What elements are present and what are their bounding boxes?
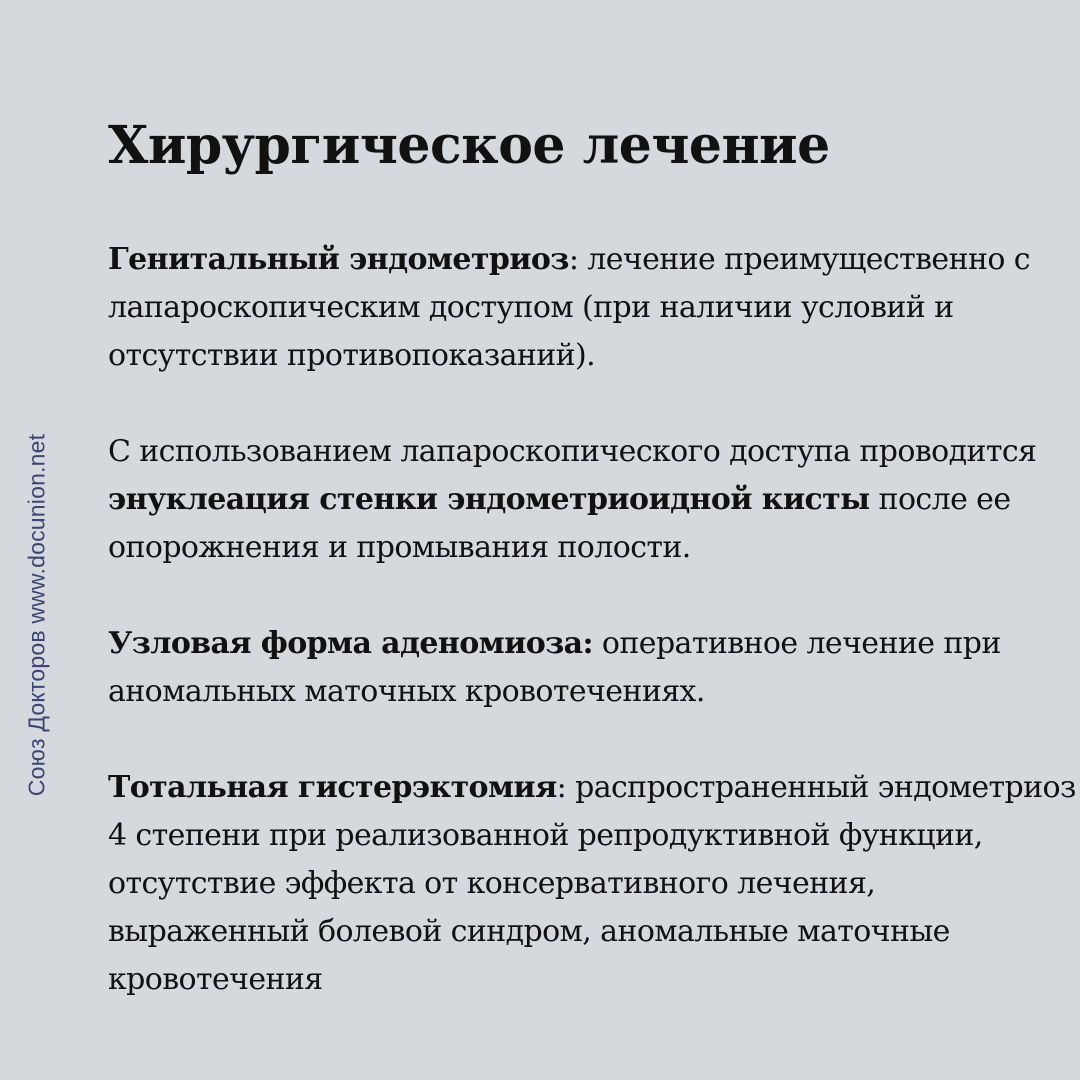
term-enucleation: энуклеация стенки эндометриоидной кисты [108, 482, 870, 517]
paragraph-text: : распространенный эндометриоз 4 степени при реализованной репродуктивной функции, отсутствие эффекта от консервативного лечения, выраженный болевой синдром, аномальные маточные кровотечения [108, 770, 1076, 997]
paragraph-text: С использованием лапароскопического доступа проводится [108, 434, 1037, 469]
page-title: Хирургическое лечение [108, 115, 830, 176]
paragraph-text: оперативное лечение при аномальных маточных кровотечениях. [108, 626, 1001, 709]
site-watermark: Союз Докторов www.docunion.net [23, 433, 50, 797]
main-content [108, 108, 1078, 1052]
paragraph-laparoscopic-access [108, 428, 1078, 572]
term-total-hysterectomy: Тотальная гистерэктомия [108, 770, 557, 805]
paragraph-total-hysterectomy [108, 764, 1078, 1004]
term-nodular-adenomyosis: Узловая форма аденомиоза: [108, 626, 593, 661]
term-genital-endometriosis: Генитальный эндометриоз [108, 242, 569, 277]
paragraph-genital-endometriosis [108, 236, 1078, 380]
paragraph-text: : лечение преимущественно с лапароскопическим доступом (при наличии условий и отсутствии противопоказаний). [108, 242, 1030, 373]
paragraph-text: после ее опорожнения и промывания полости. [108, 482, 1011, 565]
paragraph-nodular-adenomyosis [108, 620, 1078, 716]
